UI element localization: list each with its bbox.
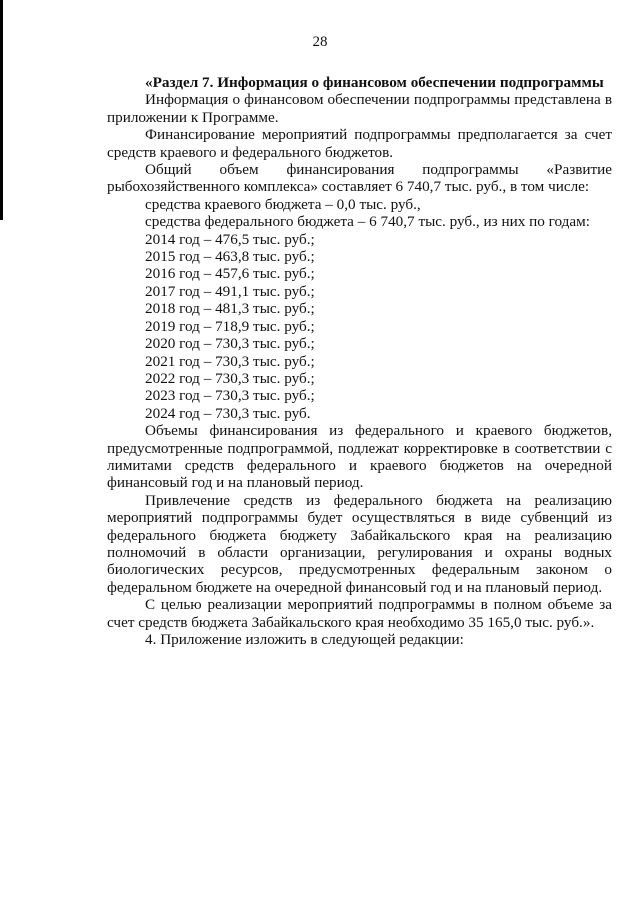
paragraph-adjustment: Объемы финансирования из федерального и краевого бюджетов, предусмотренные подпрограммой, подлежат корректировке в соответствии с лимитами средств федерального и краевого бюджетов на очередной финансовый год и на плановый период. [107, 422, 612, 492]
year-line: 2021 год – 730,3 тыс. руб.; [145, 352, 315, 370]
year-line: 2019 год – 718,9 тыс. руб.; [145, 317, 315, 335]
paragraph-financing: Финансирование мероприятий подпрограммы предполагается за счет средств краевого и федерального бюджетов. [107, 126, 612, 161]
document-body [107, 74, 612, 648]
year-line: 2022 год – 730,3 тыс. руб.; [145, 369, 315, 387]
scan-edge-artifact [0, 0, 3, 220]
year-line: 2015 год – 463,8 тыс. руб.; [145, 248, 315, 266]
paragraph-appendix: 4. Приложение изложить в следующей редакции: [145, 631, 464, 648]
paragraph-subventions: Привлечение средств из федерального бюджета на реализацию мероприятий подпрограммы будет осуществляться в виде субвенций из федерального бюджета бюджету Забайкальского края на реализацию полномочий в области организации, регулирования и охраны водных биологических ресурсов, предусмотренных федеральным законом о федеральном бюджете на очередной финансовый год и на плановый период. [107, 491, 612, 596]
year-line: 2014 год – 476,5 тыс. руб.; [145, 230, 315, 248]
year-line: 2016 год – 457,6 тыс. руб.; [145, 265, 315, 283]
page-number: 28 [312, 34, 328, 50]
paragraph-info: Информация о финансовом обеспечении подпрограммы представлена в приложении к Программе. [107, 91, 612, 126]
paragraph-regional-need: С целью реализации мероприятий подпрограммы в полном объеме за счет средств бюджета Забайкальского края необходимо 35 165,0 тыс. руб.». [107, 596, 612, 631]
section-heading: «Раздел 7. Информация о финансовом обеспечении подпрограммы [145, 74, 604, 91]
paragraph-total-volume: Общий объем финансирования подпрограммы «Развитие рыбохозяйственного комплекса» составляет 6 740,7 тыс. руб., в том числе: [107, 161, 612, 196]
year-line: 2020 год – 730,3 тыс. руб.; [145, 335, 315, 353]
regional-budget-line: средства краевого бюджета – 0,0 тыс. руб., [145, 195, 421, 213]
year-line: 2017 год – 491,1 тыс. руб.; [145, 282, 315, 300]
year-line: 2023 год – 730,3 тыс. руб.; [145, 387, 315, 405]
federal-budget-line: средства федерального бюджета – 6 740,7 тыс. руб., из них по годам: [145, 213, 590, 231]
year-line: 2024 год – 730,3 тыс. руб. [145, 404, 311, 422]
year-line: 2018 год – 481,3 тыс. руб.; [145, 300, 315, 318]
